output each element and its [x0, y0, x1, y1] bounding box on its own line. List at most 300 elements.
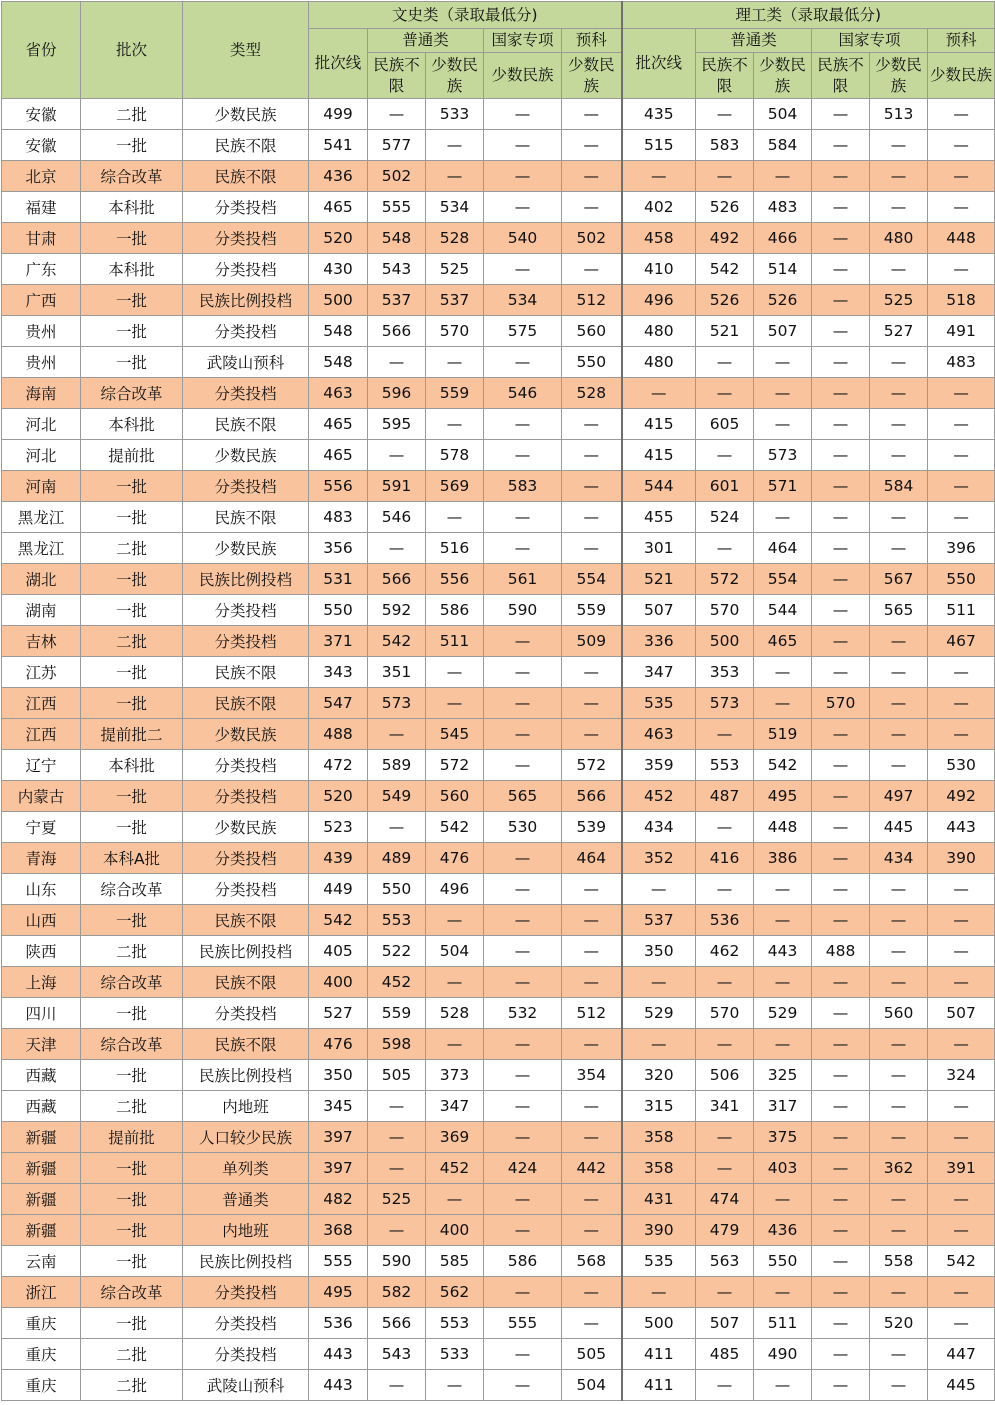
science-batch-line-cell: 434	[622, 812, 696, 843]
arts-prep-minority-cell: 442	[562, 1153, 622, 1184]
science-national-unlimited-cell: —	[812, 285, 870, 316]
science-national-minority-cell: 527	[870, 316, 928, 347]
arts-prep-minority-cell: —	[562, 1277, 622, 1308]
science-general-minority-cell: 542	[754, 750, 812, 781]
science-general-unlimited-cell: —	[696, 1153, 754, 1184]
science-general-minority-cell: 504	[754, 99, 812, 130]
arts-general-unlimited-cell: 566	[368, 564, 426, 595]
header-science-batch-line: 批次线	[622, 29, 696, 99]
science-national-minority-cell: —	[870, 905, 928, 936]
arts-general-unlimited-cell: 577	[368, 130, 426, 161]
arts-general-unlimited-cell: 502	[368, 161, 426, 192]
science-general-minority-cell: 386	[754, 843, 812, 874]
batch-cell: 一批	[81, 1153, 183, 1184]
batch-cell: 一批	[81, 130, 183, 161]
science-prep-minority-cell: —	[928, 254, 995, 285]
arts-general-minority-cell: —	[426, 130, 484, 161]
category-cell: 民族不限	[183, 657, 309, 688]
arts-batch-line-cell: 465	[309, 192, 368, 223]
arts-general-unlimited-cell: 505	[368, 1060, 426, 1091]
table-row	[2, 1153, 995, 1184]
arts-general-minority-cell: 545	[426, 719, 484, 750]
science-general-unlimited-cell: 572	[696, 564, 754, 595]
arts-general-unlimited-cell: 537	[368, 285, 426, 316]
table-row	[2, 1029, 995, 1060]
science-general-unlimited-cell: 570	[696, 595, 754, 626]
arts-batch-line-cell: 436	[309, 161, 368, 192]
arts-prep-minority-cell: —	[562, 502, 622, 533]
science-national-minority-cell: 520	[870, 1308, 928, 1339]
table-row	[2, 564, 995, 595]
table-row	[2, 626, 995, 657]
arts-general-minority-cell: 525	[426, 254, 484, 285]
science-national-minority-cell: —	[870, 130, 928, 161]
science-national-unlimited-cell: 488	[812, 936, 870, 967]
science-national-minority-cell: —	[870, 1091, 928, 1122]
header-arts-batch-line: 批次线	[309, 29, 368, 99]
arts-prep-minority-cell: 512	[562, 998, 622, 1029]
header-arts-prep: 预科	[562, 29, 622, 53]
science-national-minority-cell: 434	[870, 843, 928, 874]
science-national-unlimited-cell: —	[812, 161, 870, 192]
science-general-minority-cell: 464	[754, 533, 812, 564]
arts-general-minority-cell: 572	[426, 750, 484, 781]
arts-batch-line-cell: 548	[309, 347, 368, 378]
province-cell: 湖南	[2, 595, 81, 626]
science-batch-line-cell: 500	[622, 1308, 696, 1339]
arts-national-minority-cell: —	[484, 626, 562, 657]
science-batch-line-cell: 544	[622, 471, 696, 502]
science-national-unlimited-cell: —	[812, 440, 870, 471]
batch-cell: 综合改革	[81, 378, 183, 409]
science-prep-minority-cell: —	[928, 905, 995, 936]
category-cell: 分类投档	[183, 998, 309, 1029]
science-national-minority-cell: —	[870, 719, 928, 750]
science-national-minority-cell: 565	[870, 595, 928, 626]
arts-prep-minority-cell: 505	[562, 1339, 622, 1370]
province-cell: 湖北	[2, 564, 81, 595]
batch-cell: 一批	[81, 905, 183, 936]
science-general-unlimited-cell: 570	[696, 998, 754, 1029]
arts-prep-minority-cell: —	[562, 161, 622, 192]
science-batch-line-cell: 347	[622, 657, 696, 688]
batch-cell: 综合改革	[81, 1029, 183, 1060]
header-science-general: 普通类	[696, 29, 812, 53]
science-prep-minority-cell: —	[928, 1184, 995, 1215]
arts-general-unlimited-cell: 543	[368, 254, 426, 285]
science-general-minority-cell: 325	[754, 1060, 812, 1091]
science-general-unlimited-cell: 524	[696, 502, 754, 533]
science-national-minority-cell: —	[870, 1029, 928, 1060]
arts-prep-minority-cell: 354	[562, 1060, 622, 1091]
batch-cell: 综合改革	[81, 967, 183, 998]
province-cell: 山西	[2, 905, 81, 936]
science-prep-minority-cell: 530	[928, 750, 995, 781]
table-row	[2, 223, 995, 254]
science-prep-minority-cell: 390	[928, 843, 995, 874]
science-batch-line-cell: 455	[622, 502, 696, 533]
science-prep-minority-cell: —	[928, 130, 995, 161]
arts-prep-minority-cell: —	[562, 905, 622, 936]
table-row	[2, 99, 995, 130]
arts-general-minority-cell: 496	[426, 874, 484, 905]
arts-prep-minority-cell: —	[562, 440, 622, 471]
science-prep-minority-cell: 396	[928, 533, 995, 564]
province-cell: 陕西	[2, 936, 81, 967]
arts-prep-minority-cell: —	[562, 719, 622, 750]
arts-general-minority-cell: 562	[426, 1277, 484, 1308]
header-science-national: 国家专项	[812, 29, 928, 53]
science-national-unlimited-cell: —	[812, 378, 870, 409]
science-general-unlimited-cell: 500	[696, 626, 754, 657]
province-cell: 重庆	[2, 1339, 81, 1370]
arts-general-minority-cell: 578	[426, 440, 484, 471]
province-cell: 江西	[2, 719, 81, 750]
arts-general-unlimited-cell: 592	[368, 595, 426, 626]
science-batch-line-cell: 390	[622, 1215, 696, 1246]
science-general-minority-cell: 490	[754, 1339, 812, 1370]
science-national-unlimited-cell: —	[812, 471, 870, 502]
batch-cell: 提前批	[81, 440, 183, 471]
arts-national-minority-cell: 540	[484, 223, 562, 254]
table-row	[2, 781, 995, 812]
science-general-minority-cell: 544	[754, 595, 812, 626]
science-batch-line-cell: 410	[622, 254, 696, 285]
science-national-minority-cell: —	[870, 440, 928, 471]
header-arts-general-minority: 少数民族	[426, 53, 484, 99]
arts-prep-minority-cell: —	[562, 1308, 622, 1339]
science-general-minority-cell: 436	[754, 1215, 812, 1246]
science-general-unlimited-cell: 521	[696, 316, 754, 347]
arts-general-unlimited-cell: 543	[368, 1339, 426, 1370]
science-batch-line-cell: 402	[622, 192, 696, 223]
category-cell: 少数民族	[183, 99, 309, 130]
arts-general-unlimited-cell: 595	[368, 409, 426, 440]
arts-national-minority-cell: —	[484, 874, 562, 905]
science-general-minority-cell: 375	[754, 1122, 812, 1153]
science-general-minority-cell: —	[754, 161, 812, 192]
province-cell: 西藏	[2, 1060, 81, 1091]
arts-prep-minority-cell: —	[562, 936, 622, 967]
science-prep-minority-cell: —	[928, 1215, 995, 1246]
batch-cell: 一批	[81, 595, 183, 626]
science-batch-line-cell: 458	[622, 223, 696, 254]
province-cell: 重庆	[2, 1370, 81, 1401]
arts-general-minority-cell: —	[426, 688, 484, 719]
arts-prep-minority-cell: 554	[562, 564, 622, 595]
science-batch-line-cell: 320	[622, 1060, 696, 1091]
category-cell: 分类投档	[183, 1277, 309, 1308]
science-national-unlimited-cell: —	[812, 967, 870, 998]
science-general-unlimited-cell: 526	[696, 285, 754, 316]
arts-general-minority-cell: 542	[426, 812, 484, 843]
science-general-minority-cell: —	[754, 1370, 812, 1401]
arts-national-minority-cell: —	[484, 1029, 562, 1060]
science-general-minority-cell: 526	[754, 285, 812, 316]
batch-cell: 二批	[81, 1091, 183, 1122]
header-batch: 批次	[81, 2, 183, 99]
province-cell: 浙江	[2, 1277, 81, 1308]
category-cell: 分类投档	[183, 1339, 309, 1370]
science-general-unlimited-cell: 462	[696, 936, 754, 967]
science-general-unlimited-cell: —	[696, 440, 754, 471]
category-cell: 普通类	[183, 1184, 309, 1215]
science-national-unlimited-cell: —	[812, 812, 870, 843]
province-cell: 新疆	[2, 1153, 81, 1184]
science-national-minority-cell: —	[870, 1339, 928, 1370]
province-cell: 新疆	[2, 1184, 81, 1215]
science-general-minority-cell: 483	[754, 192, 812, 223]
science-national-unlimited-cell: —	[812, 1277, 870, 1308]
science-prep-minority-cell: 518	[928, 285, 995, 316]
arts-batch-line-cell: 443	[309, 1370, 368, 1401]
science-general-minority-cell: 514	[754, 254, 812, 285]
science-batch-line-cell: 535	[622, 1246, 696, 1277]
science-national-unlimited-cell: —	[812, 1091, 870, 1122]
science-national-unlimited-cell: —	[812, 1308, 870, 1339]
science-prep-minority-cell: —	[928, 502, 995, 533]
arts-prep-minority-cell: —	[562, 657, 622, 688]
arts-general-unlimited-cell: —	[368, 1370, 426, 1401]
category-cell: 民族比例投档	[183, 1246, 309, 1277]
science-national-unlimited-cell: —	[812, 781, 870, 812]
batch-cell: 一批	[81, 812, 183, 843]
header-science-prep-minority: 少数民族	[928, 53, 995, 99]
arts-prep-minority-cell: —	[562, 874, 622, 905]
arts-general-minority-cell: —	[426, 967, 484, 998]
arts-batch-line-cell: 472	[309, 750, 368, 781]
science-national-unlimited-cell: —	[812, 1060, 870, 1091]
science-national-minority-cell: —	[870, 533, 928, 564]
batch-cell: 一批	[81, 1246, 183, 1277]
science-general-unlimited-cell: 553	[696, 750, 754, 781]
arts-national-minority-cell: 424	[484, 1153, 562, 1184]
arts-national-minority-cell: —	[484, 1277, 562, 1308]
batch-cell: 二批	[81, 936, 183, 967]
category-cell: 分类投档	[183, 1308, 309, 1339]
science-national-unlimited-cell: —	[812, 409, 870, 440]
arts-batch-line-cell: 397	[309, 1122, 368, 1153]
table-row	[2, 378, 995, 409]
category-cell: 民族不限	[183, 967, 309, 998]
science-general-unlimited-cell: 542	[696, 254, 754, 285]
science-batch-line-cell: 480	[622, 347, 696, 378]
arts-prep-minority-cell: 502	[562, 223, 622, 254]
science-national-minority-cell: —	[870, 1215, 928, 1246]
science-general-minority-cell: 443	[754, 936, 812, 967]
science-general-unlimited-cell: 479	[696, 1215, 754, 1246]
science-general-unlimited-cell: 526	[696, 192, 754, 223]
category-cell: 民族比例投档	[183, 564, 309, 595]
science-general-minority-cell: —	[754, 1184, 812, 1215]
province-cell: 吉林	[2, 626, 81, 657]
science-batch-line-cell: 431	[622, 1184, 696, 1215]
science-batch-line-cell: 411	[622, 1370, 696, 1401]
arts-general-minority-cell: 528	[426, 998, 484, 1029]
table-row	[2, 1277, 995, 1308]
table-row	[2, 874, 995, 905]
arts-general-minority-cell: 585	[426, 1246, 484, 1277]
table-row	[2, 471, 995, 502]
arts-prep-minority-cell: 539	[562, 812, 622, 843]
arts-general-minority-cell: 570	[426, 316, 484, 347]
batch-cell: 综合改革	[81, 874, 183, 905]
category-cell: 分类投档	[183, 316, 309, 347]
batch-cell: 一批	[81, 502, 183, 533]
arts-prep-minority-cell: 566	[562, 781, 622, 812]
science-general-minority-cell: —	[754, 409, 812, 440]
arts-general-minority-cell: 369	[426, 1122, 484, 1153]
header-arts-national: 国家专项	[484, 29, 562, 53]
province-cell: 贵州	[2, 347, 81, 378]
arts-batch-line-cell: 523	[309, 812, 368, 843]
science-national-minority-cell: —	[870, 874, 928, 905]
arts-general-minority-cell: 476	[426, 843, 484, 874]
science-general-minority-cell: 448	[754, 812, 812, 843]
science-general-minority-cell: —	[754, 1277, 812, 1308]
batch-cell: 一批	[81, 564, 183, 595]
arts-batch-line-cell: 488	[309, 719, 368, 750]
arts-batch-line-cell: 400	[309, 967, 368, 998]
science-national-unlimited-cell: —	[812, 1339, 870, 1370]
arts-national-minority-cell: 586	[484, 1246, 562, 1277]
table-row	[2, 192, 995, 223]
science-prep-minority-cell: —	[928, 657, 995, 688]
arts-batch-line-cell: 343	[309, 657, 368, 688]
arts-general-unlimited-cell: 542	[368, 626, 426, 657]
science-general-minority-cell: —	[754, 967, 812, 998]
science-national-unlimited-cell: —	[812, 1122, 870, 1153]
arts-general-minority-cell: 560	[426, 781, 484, 812]
arts-batch-line-cell: 397	[309, 1153, 368, 1184]
science-general-unlimited-cell: 474	[696, 1184, 754, 1215]
batch-cell: 一批	[81, 1215, 183, 1246]
arts-national-minority-cell: 590	[484, 595, 562, 626]
science-batch-line-cell: 537	[622, 905, 696, 936]
table-row	[2, 1339, 995, 1370]
arts-general-minority-cell: 559	[426, 378, 484, 409]
header-science-group: 理工类（录取最低分)	[622, 2, 995, 29]
arts-prep-minority-cell: —	[562, 99, 622, 130]
science-national-unlimited-cell: —	[812, 564, 870, 595]
science-batch-line-cell: 535	[622, 688, 696, 719]
science-batch-line-cell: 507	[622, 595, 696, 626]
science-national-unlimited-cell: —	[812, 1215, 870, 1246]
arts-prep-minority-cell: —	[562, 130, 622, 161]
science-general-unlimited-cell: —	[696, 967, 754, 998]
science-batch-line-cell: 496	[622, 285, 696, 316]
science-batch-line-cell: 415	[622, 440, 696, 471]
science-national-unlimited-cell: —	[812, 750, 870, 781]
province-cell: 河北	[2, 409, 81, 440]
science-national-minority-cell: —	[870, 1060, 928, 1091]
science-general-minority-cell: 495	[754, 781, 812, 812]
arts-general-unlimited-cell: 525	[368, 1184, 426, 1215]
table-row	[2, 130, 995, 161]
arts-general-minority-cell: —	[426, 347, 484, 378]
science-national-unlimited-cell: —	[812, 626, 870, 657]
science-general-unlimited-cell: —	[696, 378, 754, 409]
arts-national-minority-cell: 532	[484, 998, 562, 1029]
science-batch-line-cell: 359	[622, 750, 696, 781]
category-cell: 民族比例投档	[183, 1060, 309, 1091]
arts-national-minority-cell: 555	[484, 1308, 562, 1339]
science-national-minority-cell: —	[870, 161, 928, 192]
science-batch-line-cell: 435	[622, 99, 696, 130]
science-general-unlimited-cell: 573	[696, 688, 754, 719]
science-general-minority-cell: —	[754, 347, 812, 378]
arts-batch-line-cell: 482	[309, 1184, 368, 1215]
science-general-unlimited-cell: 506	[696, 1060, 754, 1091]
category-cell: 武陵山预科	[183, 1370, 309, 1401]
category-cell: 民族不限	[183, 688, 309, 719]
category-cell: 少数民族	[183, 533, 309, 564]
category-cell: 内地班	[183, 1091, 309, 1122]
batch-cell: 本科批	[81, 750, 183, 781]
category-cell: 民族不限	[183, 161, 309, 192]
arts-national-minority-cell: 583	[484, 471, 562, 502]
arts-prep-minority-cell: —	[562, 1122, 622, 1153]
arts-national-minority-cell: —	[484, 130, 562, 161]
table-row	[2, 657, 995, 688]
province-cell: 甘肃	[2, 223, 81, 254]
science-national-unlimited-cell: —	[812, 719, 870, 750]
arts-general-unlimited-cell: 566	[368, 1308, 426, 1339]
arts-batch-line-cell: 356	[309, 533, 368, 564]
arts-prep-minority-cell: —	[562, 688, 622, 719]
arts-national-minority-cell: —	[484, 719, 562, 750]
arts-prep-minority-cell: —	[562, 1029, 622, 1060]
science-batch-line-cell: —	[622, 1029, 696, 1060]
science-general-unlimited-cell: —	[696, 533, 754, 564]
arts-batch-line-cell: 345	[309, 1091, 368, 1122]
arts-batch-line-cell: 555	[309, 1246, 368, 1277]
table-row	[2, 254, 995, 285]
arts-prep-minority-cell: 504	[562, 1370, 622, 1401]
category-cell: 分类投档	[183, 471, 309, 502]
batch-cell: 一批	[81, 285, 183, 316]
arts-general-unlimited-cell: —	[368, 1091, 426, 1122]
science-general-unlimited-cell: 485	[696, 1339, 754, 1370]
arts-national-minority-cell: —	[484, 1091, 562, 1122]
science-prep-minority-cell: 483	[928, 347, 995, 378]
science-general-unlimited-cell: 536	[696, 905, 754, 936]
science-prep-minority-cell: 447	[928, 1339, 995, 1370]
science-general-minority-cell: —	[754, 378, 812, 409]
science-general-unlimited-cell: —	[696, 161, 754, 192]
arts-national-minority-cell: 530	[484, 812, 562, 843]
science-national-unlimited-cell: —	[812, 1370, 870, 1401]
header-category: 类型	[183, 2, 309, 99]
science-general-minority-cell: —	[754, 502, 812, 533]
science-batch-line-cell: 463	[622, 719, 696, 750]
category-cell: 分类投档	[183, 595, 309, 626]
science-prep-minority-cell: —	[928, 874, 995, 905]
arts-general-minority-cell: —	[426, 905, 484, 936]
arts-general-unlimited-cell: —	[368, 440, 426, 471]
province-cell: 西藏	[2, 1091, 81, 1122]
science-national-minority-cell: 362	[870, 1153, 928, 1184]
science-general-unlimited-cell: 507	[696, 1308, 754, 1339]
arts-national-minority-cell: —	[484, 1215, 562, 1246]
science-batch-line-cell: 358	[622, 1153, 696, 1184]
province-cell: 江苏	[2, 657, 81, 688]
science-batch-line-cell: 480	[622, 316, 696, 347]
arts-general-minority-cell: —	[426, 1370, 484, 1401]
arts-general-minority-cell: —	[426, 1029, 484, 1060]
arts-prep-minority-cell: —	[562, 967, 622, 998]
science-national-unlimited-cell: —	[812, 502, 870, 533]
